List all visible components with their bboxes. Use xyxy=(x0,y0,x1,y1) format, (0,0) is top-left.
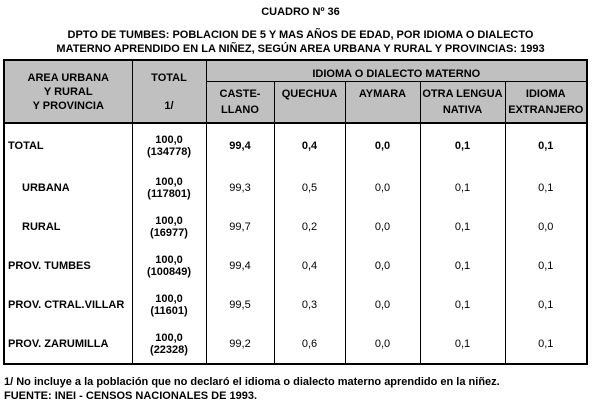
row-total-pct: 100,0 xyxy=(155,292,183,305)
row-total-abs: (100849) xyxy=(146,265,192,278)
table-row xyxy=(4,285,587,324)
row-total xyxy=(132,285,206,324)
cell-otra-lengua: 0,1 xyxy=(420,168,505,207)
row-total-abs: (11601) xyxy=(150,304,188,317)
header-total-note: 1/ xyxy=(164,99,174,112)
header-total xyxy=(132,60,206,123)
cell-extranjero: 0,1 xyxy=(538,181,554,194)
cell-otra-lengua: 0,1 xyxy=(420,207,505,246)
row-total-abs: (117801) xyxy=(147,187,191,200)
header-otra-lengua-nativa xyxy=(420,82,505,124)
cell-quechua: 0,2 xyxy=(274,207,345,246)
header-otra-lengua-line: OTRA LENGUA xyxy=(422,88,503,100)
header-stub-line: AREA URBANA xyxy=(27,71,109,84)
table-row xyxy=(4,168,587,207)
row-label: PROV. CTRAL.VILLAR xyxy=(4,285,132,324)
row-total-pct: 100,0 xyxy=(155,331,183,344)
cell-otra-lengua: 0,1 xyxy=(420,324,505,364)
header-stub-line: Y RURAL xyxy=(43,85,93,98)
row-label: URBANA xyxy=(4,168,132,207)
row-label: PROV. TUMBES xyxy=(4,246,132,285)
cell-extranjero: 0,1 xyxy=(538,259,554,272)
header-quechua-line: QUECHUA xyxy=(281,88,338,100)
cell-aymara: 0,0 xyxy=(345,207,420,246)
cell-quechua: 0,5 xyxy=(274,168,345,207)
header-aymara-line: AYMARA xyxy=(358,88,407,100)
row-total-pct: 100,0 xyxy=(155,175,183,188)
cell-castellano: 99,3 xyxy=(206,168,274,207)
row-total-pct: 100,0 xyxy=(155,253,183,266)
table-title-line-1: DPTO DE TUMBES: POBLACION DE 5 Y MAS AÑOS DE EDAD, POR IDIOMA O DIALECTO xyxy=(67,29,534,41)
header-aymara xyxy=(345,82,420,124)
header-stub xyxy=(4,60,132,123)
cell-castellano: 99,4 xyxy=(206,246,274,285)
row-label: PROV. ZARUMILLA xyxy=(4,324,132,364)
cell-extranjero: 0,0 xyxy=(538,220,554,233)
cell-otra-lengua: 0,1 xyxy=(420,123,505,168)
cell-aymara: 0,0 xyxy=(345,285,420,324)
header-castellano-line: CASTE- xyxy=(219,88,261,100)
cell-extranjero: 0,1 xyxy=(538,298,554,311)
cell-quechua: 0,4 xyxy=(274,246,345,285)
header-castellano xyxy=(206,82,274,124)
row-total xyxy=(132,168,206,207)
cell-extranjero: 0,1 xyxy=(538,140,554,152)
header-idioma-extranjero-line: EXTRANJERO xyxy=(508,104,584,116)
cell-castellano: 99,5 xyxy=(206,285,274,324)
cell-quechua: 0,3 xyxy=(274,285,345,324)
cell-castellano: 99,4 xyxy=(206,123,274,168)
table-title-line-2: MATERNO APRENDIDO EN LA NIÑEZ, SEGÚN AREA URBANA Y RURAL Y PROVINCIAS: 1993 xyxy=(56,43,545,55)
row-total-pct: 100,0 xyxy=(155,214,183,227)
row-total xyxy=(132,207,206,246)
cell-castellano: 99,7 xyxy=(206,207,274,246)
header-castellano-line: LLANO xyxy=(221,104,259,116)
cell-aymara: 0,0 xyxy=(345,123,420,168)
statistics-table xyxy=(3,59,588,365)
row-label: RURAL xyxy=(4,207,132,246)
header-total-label: TOTAL xyxy=(151,71,187,84)
row-total xyxy=(132,324,206,364)
row-total xyxy=(132,123,206,168)
cell-castellano: 99,2 xyxy=(206,324,274,364)
source-note: FUENTE: INEI - CENSOS NACIONALES DE 1993. xyxy=(4,390,258,402)
table-number: CUADRO Nº 36 xyxy=(261,6,340,18)
header-idioma-extranjero-line: IDIOMA xyxy=(525,88,566,100)
cell-aymara: 0,0 xyxy=(345,324,420,364)
row-total-pct: 100,0 xyxy=(155,134,183,146)
footnote: 1/ No incluye a la población que no declaró el idioma o dialecto materno aprendido en la niñez. xyxy=(4,376,500,388)
cell-aymara: 0,0 xyxy=(345,168,420,207)
row-total-abs: (16977) xyxy=(150,226,188,239)
cell-aymara: 0,0 xyxy=(345,246,420,285)
row-total xyxy=(132,246,206,285)
cell-otra-lengua: 0,1 xyxy=(420,246,505,285)
header-stub-line: Y PROVINCIA xyxy=(32,99,104,112)
table-row xyxy=(4,123,587,168)
cell-quechua: 0,4 xyxy=(274,123,345,168)
row-label: TOTAL xyxy=(4,123,132,168)
header-idioma-extranjero xyxy=(505,82,587,124)
cell-extranjero: 0,1 xyxy=(538,337,554,350)
cell-otra-lengua: 0,1 xyxy=(420,285,505,324)
table-row xyxy=(4,207,587,246)
cell-quechua: 0,6 xyxy=(274,324,345,364)
table-row xyxy=(4,246,587,285)
row-total-abs: (22328) xyxy=(150,343,188,356)
header-group: IDIOMA O DIALECTO MATERNO xyxy=(206,60,587,82)
row-total-abs: (134778) xyxy=(146,146,192,158)
header-otra-lengua-line: NATIVA xyxy=(442,104,483,116)
header-quechua xyxy=(274,82,345,124)
table-row xyxy=(4,324,587,364)
